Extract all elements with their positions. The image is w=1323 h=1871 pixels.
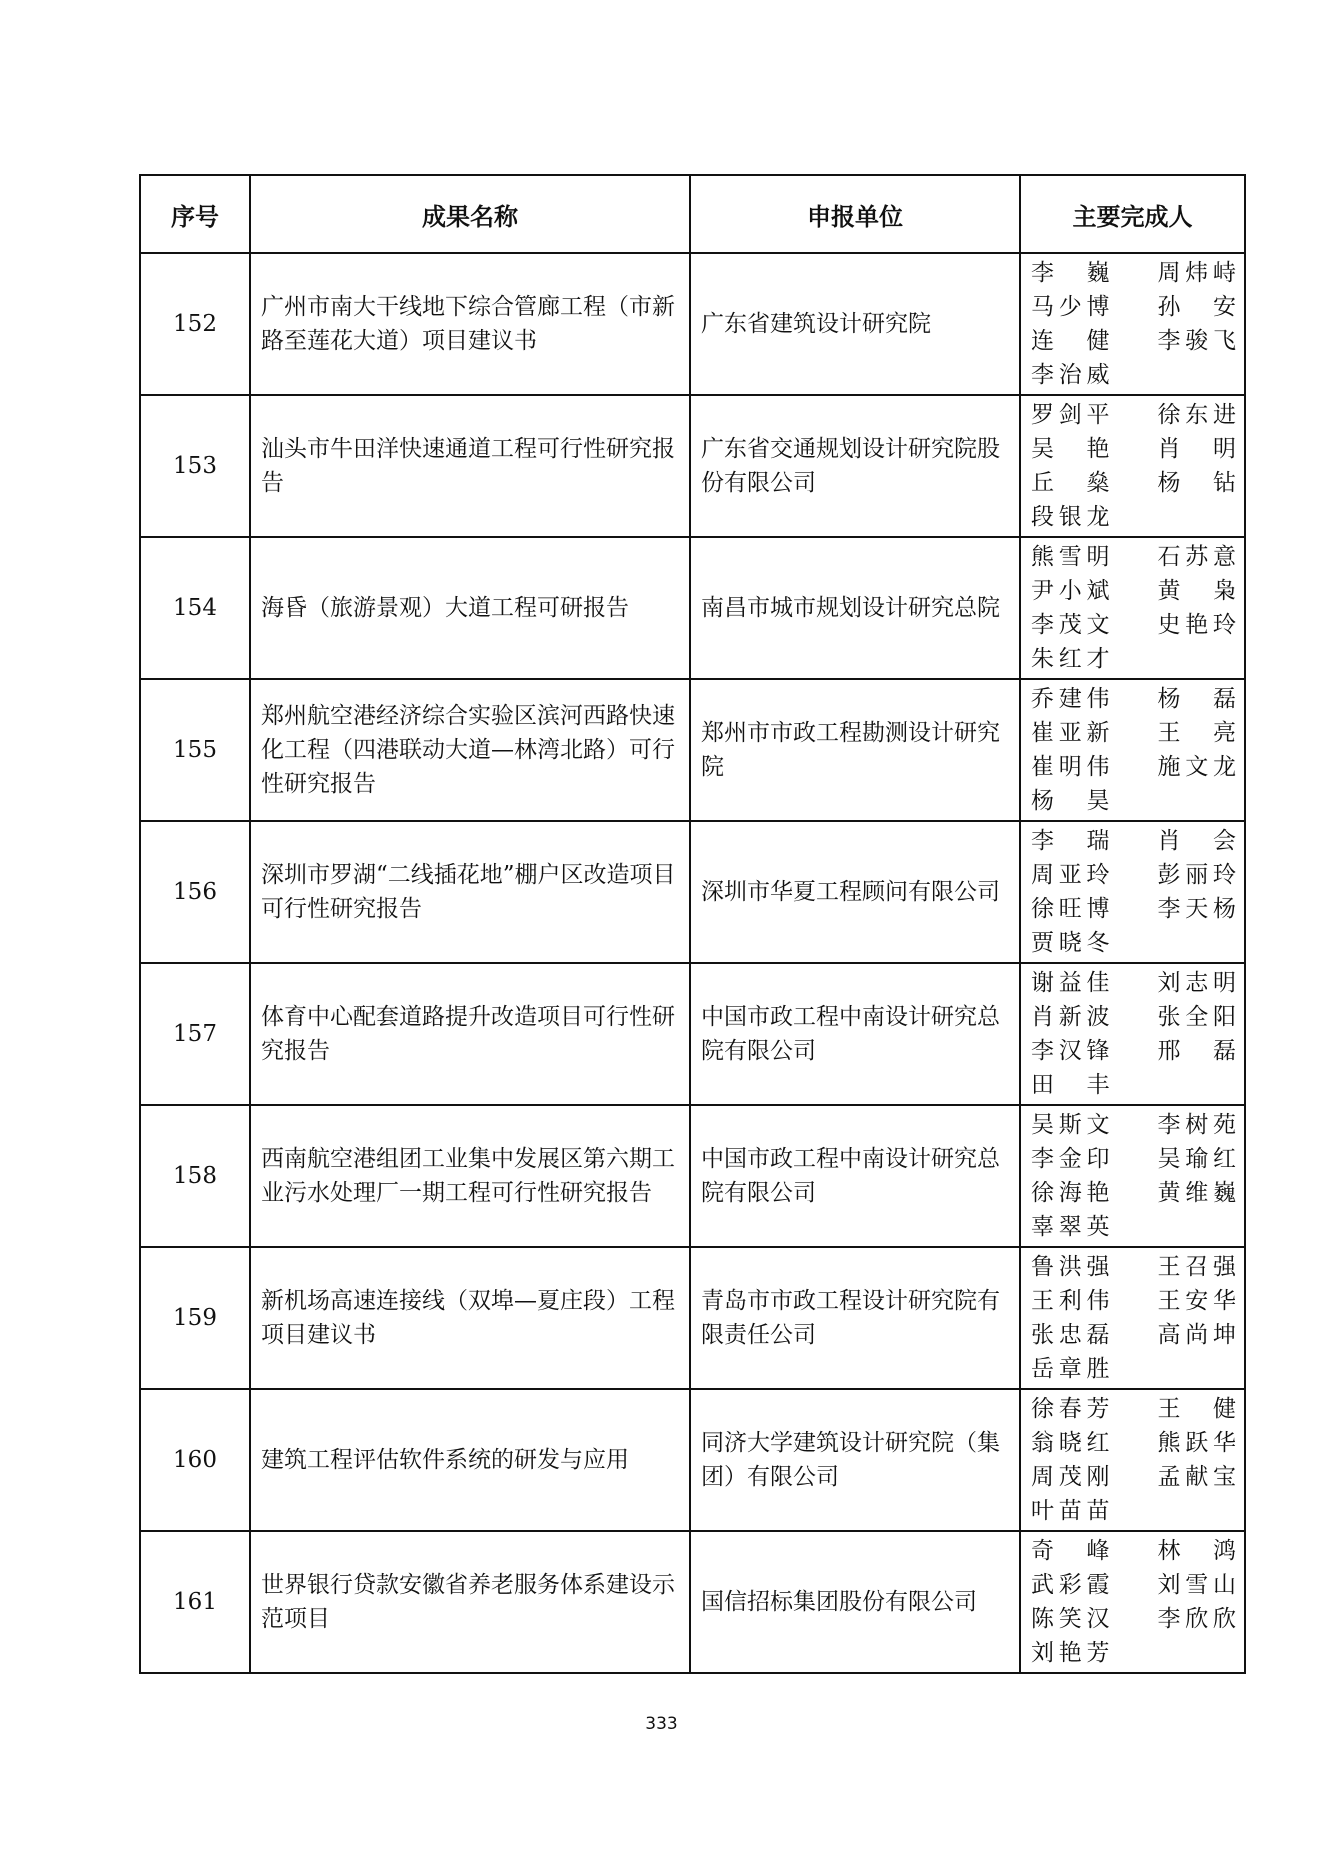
page-number: 333 bbox=[645, 1714, 678, 1734]
contributor-name: 徐春芳 bbox=[1031, 1396, 1110, 1422]
serial-number-cell: 153 bbox=[140, 395, 250, 537]
serial-number-cell: 155 bbox=[140, 679, 250, 821]
applicant-unit-cell: 广东省建筑设计研究院 bbox=[690, 253, 1020, 395]
contributor-name: 林 鸿 bbox=[1157, 1538, 1236, 1564]
contributors-cell bbox=[1020, 537, 1245, 679]
contributors-cell bbox=[1020, 1389, 1245, 1531]
achievement-name-cell: 体育中心配套道路提升改造项目可行性研究报告 bbox=[250, 963, 690, 1105]
contributor-name: 翁晓红 bbox=[1031, 1430, 1110, 1456]
applicant-unit-cell: 国信招标集团股份有限公司 bbox=[690, 1531, 1020, 1673]
contributor-name: 刘艳芳 bbox=[1031, 1640, 1110, 1666]
contributor-name: 张忠磊 bbox=[1031, 1322, 1110, 1348]
achievement-name-cell: 郑州航空港经济综合实验区滨河西路快速化工程（四港联动大道—林湾北路）可行性研究报告 bbox=[250, 679, 690, 821]
contributor-name: 朱红才 bbox=[1031, 646, 1110, 672]
table-row bbox=[140, 679, 1245, 821]
contributors-list bbox=[1031, 1392, 1236, 1528]
contributors-list bbox=[1031, 682, 1236, 818]
contributor-name: 徐海艳 bbox=[1031, 1180, 1110, 1206]
achievement-name-cell: 建筑工程评估软件系统的研发与应用 bbox=[250, 1389, 690, 1531]
contributor-name: 李骏飞 bbox=[1157, 328, 1236, 354]
contributor-name: 罗剑平 bbox=[1031, 402, 1110, 428]
contributor-name: 王安华 bbox=[1157, 1288, 1236, 1314]
contributor-name: 李 巍 bbox=[1031, 260, 1110, 286]
achievement-table bbox=[139, 174, 1246, 1674]
contributors-list bbox=[1031, 540, 1236, 676]
contributors-list bbox=[1031, 1250, 1236, 1386]
table-header-row bbox=[140, 175, 1245, 253]
table-row bbox=[140, 395, 1245, 537]
serial-number-cell: 154 bbox=[140, 537, 250, 679]
serial-number-cell: 157 bbox=[140, 963, 250, 1105]
serial-number-cell: 159 bbox=[140, 1247, 250, 1389]
contributors-list bbox=[1031, 824, 1236, 960]
serial-number-cell: 156 bbox=[140, 821, 250, 963]
table-row bbox=[140, 253, 1245, 395]
contributor-name: 崔亚新 bbox=[1031, 720, 1110, 746]
contributor-name: 乔建伟 bbox=[1031, 686, 1110, 712]
contributor-name: 陈笑汉 bbox=[1031, 1606, 1110, 1632]
contributor-name: 叶苗苗 bbox=[1031, 1498, 1110, 1524]
applicant-unit-cell: 广东省交通规划设计研究院股份有限公司 bbox=[690, 395, 1020, 537]
contributor-name: 李汉锋 bbox=[1031, 1038, 1110, 1064]
table-row bbox=[140, 1247, 1245, 1389]
contributors-cell bbox=[1020, 1531, 1245, 1673]
serial-number-cell: 152 bbox=[140, 253, 250, 395]
achievement-name-cell: 世界银行贷款安徽省养老服务体系建设示范项目 bbox=[250, 1531, 690, 1673]
table-row bbox=[140, 1531, 1245, 1673]
contributors-list bbox=[1031, 1534, 1236, 1670]
contributor-name: 刘雪山 bbox=[1157, 1572, 1236, 1598]
achievement-name-cell: 广州市南大干线地下综合管廊工程（市新路至莲花大道）项目建议书 bbox=[250, 253, 690, 395]
contributor-name: 吴瑜红 bbox=[1157, 1146, 1236, 1172]
contributor-name: 丘 燊 bbox=[1031, 470, 1110, 496]
contributor-name: 田 丰 bbox=[1031, 1072, 1110, 1098]
contributors-cell bbox=[1020, 1105, 1245, 1247]
contributor-name: 李金印 bbox=[1031, 1146, 1110, 1172]
table-row bbox=[140, 537, 1245, 679]
contributor-name: 岳章胜 bbox=[1031, 1356, 1110, 1382]
contributors-cell bbox=[1020, 963, 1245, 1105]
contributors-cell bbox=[1020, 821, 1245, 963]
applicant-unit-cell: 中国市政工程中南设计研究总院有限公司 bbox=[690, 1105, 1020, 1247]
contributors-list bbox=[1031, 966, 1236, 1102]
contributors-cell bbox=[1020, 395, 1245, 537]
contributor-name: 李欣欣 bbox=[1157, 1606, 1236, 1632]
applicant-unit-cell: 中国市政工程中南设计研究总院有限公司 bbox=[690, 963, 1020, 1105]
achievement-name-cell: 西南航空港组团工业集中发展区第六期工业污水处理厂一期工程可行性研究报告 bbox=[250, 1105, 690, 1247]
contributors-list bbox=[1031, 398, 1236, 534]
contributor-name: 谢益佳 bbox=[1031, 970, 1110, 996]
contributor-name: 施文龙 bbox=[1157, 754, 1236, 780]
contributor-name: 肖新波 bbox=[1031, 1004, 1110, 1030]
contributor-name: 李 瑞 bbox=[1031, 828, 1110, 854]
serial-number-cell: 160 bbox=[140, 1389, 250, 1531]
contributor-name: 马少博 bbox=[1031, 294, 1110, 320]
contributor-name: 贾晓冬 bbox=[1031, 930, 1110, 956]
table-row bbox=[140, 821, 1245, 963]
header-applicant-unit: 申报单位 bbox=[690, 175, 1020, 253]
contributor-name: 黄维巍 bbox=[1157, 1180, 1236, 1206]
contributor-name: 李天杨 bbox=[1157, 896, 1236, 922]
contributor-name: 肖 会 bbox=[1157, 828, 1236, 854]
table-row bbox=[140, 963, 1245, 1105]
table-row bbox=[140, 1105, 1245, 1247]
contributor-name: 史艳玲 bbox=[1157, 612, 1236, 638]
applicant-unit-cell: 深圳市华夏工程顾问有限公司 bbox=[690, 821, 1020, 963]
contributor-name: 尹小斌 bbox=[1031, 578, 1110, 604]
contributor-name: 王 健 bbox=[1157, 1396, 1236, 1422]
contributor-name: 武彩霞 bbox=[1031, 1572, 1110, 1598]
header-achievement-name: 成果名称 bbox=[250, 175, 690, 253]
contributor-name: 邢 磊 bbox=[1157, 1038, 1236, 1064]
contributor-name: 周茂刚 bbox=[1031, 1464, 1110, 1490]
contributor-name: 李治威 bbox=[1031, 362, 1110, 388]
contributor-name: 辜翠英 bbox=[1031, 1214, 1110, 1240]
serial-number-cell: 158 bbox=[140, 1105, 250, 1247]
contributor-name: 彭丽玲 bbox=[1157, 862, 1236, 888]
contributors-list bbox=[1031, 256, 1236, 392]
contributor-name: 孙 安 bbox=[1157, 294, 1236, 320]
contributor-name: 孟献宝 bbox=[1157, 1464, 1236, 1490]
applicant-unit-cell: 同济大学建筑设计研究院（集团）有限公司 bbox=[690, 1389, 1020, 1531]
contributor-name: 周亚玲 bbox=[1031, 862, 1110, 888]
applicant-unit-cell: 郑州市市政工程勘测设计研究院 bbox=[690, 679, 1020, 821]
contributor-name: 肖 明 bbox=[1157, 436, 1236, 462]
contributor-name: 连 健 bbox=[1031, 328, 1110, 354]
contributor-name: 段银龙 bbox=[1031, 504, 1110, 530]
contributor-name: 徐东进 bbox=[1157, 402, 1236, 428]
contributor-name: 吴 艳 bbox=[1031, 436, 1110, 462]
table-row bbox=[140, 1389, 1245, 1531]
achievement-name-cell: 海昏（旅游景观）大道工程可研报告 bbox=[250, 537, 690, 679]
header-main-contributors: 主要完成人 bbox=[1020, 175, 1245, 253]
achievement-name-cell: 新机场高速连接线（双埠—夏庄段）工程项目建议书 bbox=[250, 1247, 690, 1389]
header-serial-number: 序号 bbox=[140, 175, 250, 253]
contributors-cell bbox=[1020, 1247, 1245, 1389]
applicant-unit-cell: 青岛市市政工程设计研究院有限责任公司 bbox=[690, 1247, 1020, 1389]
contributor-name: 黄 枭 bbox=[1157, 578, 1236, 604]
contributor-name: 熊跃华 bbox=[1157, 1430, 1236, 1456]
contributor-name: 李树苑 bbox=[1157, 1112, 1236, 1138]
achievement-name-cell: 深圳市罗湖“二线插花地”棚户区改造项目可行性研究报告 bbox=[250, 821, 690, 963]
contributor-name: 高尚坤 bbox=[1157, 1322, 1236, 1348]
serial-number-cell: 161 bbox=[140, 1531, 250, 1673]
contributor-name: 石苏意 bbox=[1157, 544, 1236, 570]
contributor-name: 熊雪明 bbox=[1031, 544, 1110, 570]
contributor-name: 王利伟 bbox=[1031, 1288, 1110, 1314]
contributor-name: 鲁洪强 bbox=[1031, 1254, 1110, 1280]
contributor-name: 杨 钻 bbox=[1157, 470, 1236, 496]
achievement-name-cell: 汕头市牛田洋快速通道工程可行性研究报告 bbox=[250, 395, 690, 537]
contributors-cell bbox=[1020, 679, 1245, 821]
contributor-name: 周炜峙 bbox=[1157, 260, 1236, 286]
contributor-name: 张全阳 bbox=[1157, 1004, 1236, 1030]
applicant-unit-cell: 南昌市城市规划设计研究总院 bbox=[690, 537, 1020, 679]
contributor-name: 王召强 bbox=[1157, 1254, 1236, 1280]
contributors-cell bbox=[1020, 253, 1245, 395]
contributor-name: 徐旺博 bbox=[1031, 896, 1110, 922]
contributor-name: 杨 昊 bbox=[1031, 788, 1110, 814]
contributor-name: 崔明伟 bbox=[1031, 754, 1110, 780]
contributor-name: 奇 峰 bbox=[1031, 1538, 1110, 1564]
contributor-name: 吴斯文 bbox=[1031, 1112, 1110, 1138]
contributor-name: 杨 磊 bbox=[1157, 686, 1236, 712]
contributor-name: 李茂文 bbox=[1031, 612, 1110, 638]
contributor-name: 刘志明 bbox=[1157, 970, 1236, 996]
contributors-list bbox=[1031, 1108, 1236, 1244]
contributor-name: 王 亮 bbox=[1157, 720, 1236, 746]
